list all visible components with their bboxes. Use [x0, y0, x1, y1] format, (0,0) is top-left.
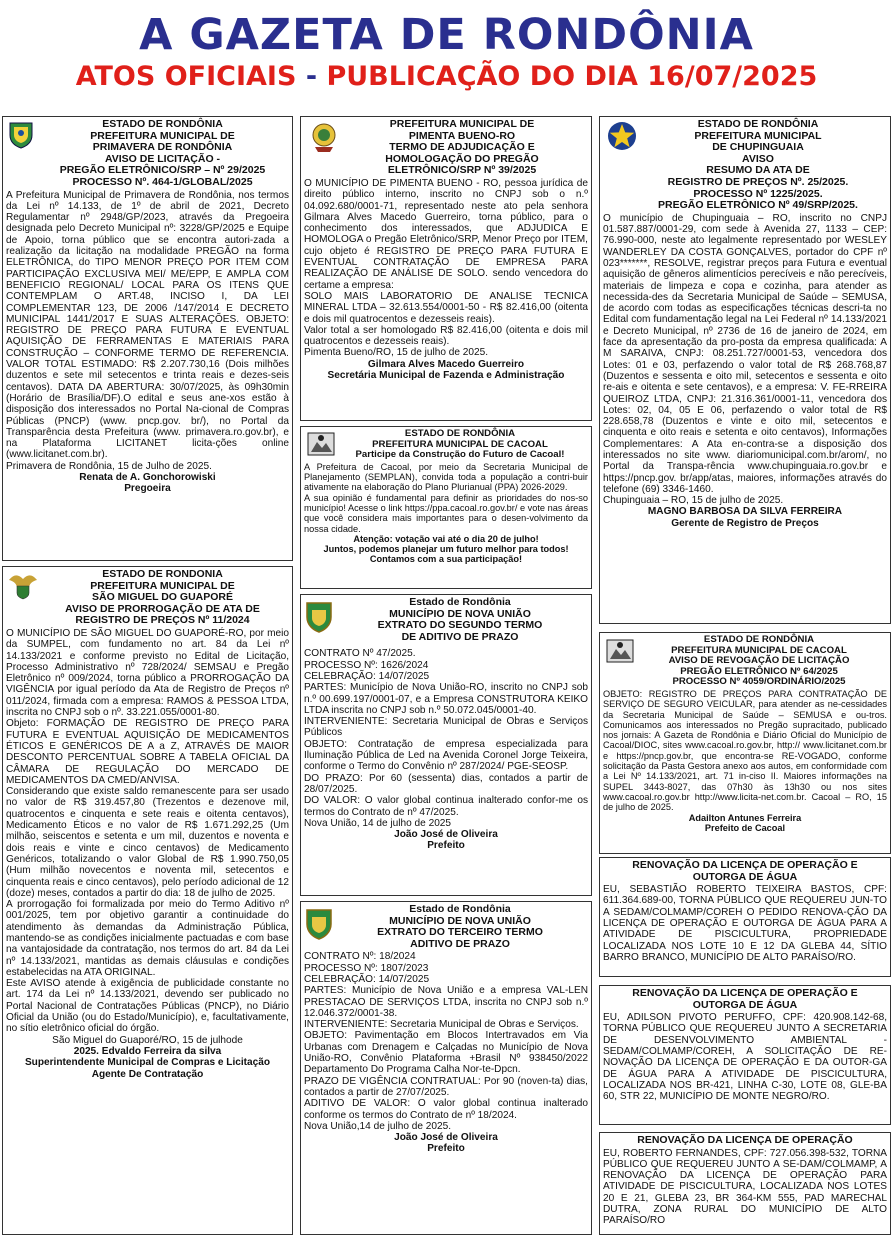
- signer-role: Gerente de Registro de Preços: [671, 517, 819, 529]
- signer-role: Prefeito de Cacoal: [704, 822, 786, 833]
- notice-primavera: [2, 116, 293, 561]
- notice-paragraph: INTERVENIENTE: Secretaria Municipal de Obras e Serviços Públicos: [304, 716, 588, 739]
- notice-pimenta-bueno: [300, 116, 592, 421]
- nova-uniao-crest-icon: [304, 907, 334, 941]
- notice-header: RENOVAÇÃO DA LICENÇA DE OPERAÇÃO: [637, 1134, 853, 1146]
- signer-name: Renata de A. Gonchorowiski: [79, 471, 216, 483]
- cacoal-crest-icon: [604, 637, 636, 665]
- chupinguaia-star-crest-icon: [606, 120, 638, 152]
- notice-highlight: Juntos, podemos planejar um futuro melhor para todos!: [323, 544, 569, 555]
- column-left: [2, 116, 293, 1235]
- celebration-date: CELEBRAÇÃO: 14/07/2025: [304, 670, 430, 682]
- pimenta-bueno-crest-icon: [307, 120, 341, 154]
- notice-paragraph: OBJETO: Contratação de empresa especializada para Iluminação Pública de Led na Avenida Coronel Jorge Teixeira, conforme o Termo do Convênio nº 287/2024/ PGE-SEOSP.: [304, 738, 588, 773]
- notice-header: ESTADO DE RONDÔNIA PREFEITURA MUNICIPAL DE CACOAL Participe da Construção do Futuro de Cacoal!: [355, 428, 565, 461]
- notice-paragraph: PRAZO DE VIGÊNCIA CONTRATUAL: Por 90 (noven-ta) dias, contados a partir de 27/07/2025.: [304, 1075, 588, 1098]
- notice-header: ESTADO DE RONDÔNIA PREFEITURA MUNICIPAL DE CHUPINGUAIA AVISO RESUMO DA ATA DE REGISTRO DE PREÇOS Nº. 25/2025. PROCESSO Nº 1225/2025. PREGÃO ELETRÔNICO Nº 49/SRP/2025.: [658, 118, 858, 212]
- notice-cacoal-ppa: [300, 426, 592, 589]
- notice-header: ESTADO DE RONDÔNIA PREFEITURA MUNICIPAL DE CACOAL AVISO DE REVOGAÇÃO DE LICITAÇÃO PREGÃO ELETRÔNICO Nº 64/2025 PROCESSO Nº 4059/ORDINÁRIO/2025: [668, 634, 850, 688]
- signer-name: Gilmara Alves Macedo Guerreiro: [367, 358, 525, 370]
- notice-place-date: Nova União, 14 de julho de 2025: [304, 817, 452, 829]
- notice-nova-uniao-terceiro: [300, 901, 592, 1235]
- process-number: PROCESSO Nº: 1807/2023: [304, 962, 429, 974]
- signer-name: Adailton Antunes Ferreira: [688, 812, 802, 823]
- notice-paragraph: Objeto: FORMAÇÃO DE REGISTRO DE PREÇO PARA FUTURA E EVENTUAL AQUISIÇÃO DE MEDICAMENTOS ÉTICOS E GENÉRICOS DE A a Z, ATRAVÉS DE MAIOR DESCONTO PERCENTUAL SOBRE A TABELA OFICIAL DA CÂMARA DE REGULAÇÃO DO MERCADO DE MEDICAMENTOS DA CMED/ANVISA.: [6, 718, 289, 786]
- notice-chupinguaia: [599, 116, 891, 624]
- notice-body: A Prefeitura Municipal de Primavera de Rondônia, nos termos da Lei nº 14.133, de 1º de abril de 2021, Decreto Regulamentar nº 2948/GP/2023, através da Pregoeira designada pelo Decreto Municipal nº: 3228/GP/2025 e Equipe de Apoio, torna público que se encontra autori-zada a realização da licitação na modalidade PREGÃO na forma ELETRÔNICA, do TIPO MENOR PREÇO POR ITEM COM PARTICIPAÇÃO EXCLUSIVA MEI/ ME/EPP, E AMPLA COM BENEFICIO REGIONAL/ LOCAL PARA OS ITENS QUE CONTEMPLAM O ART.48, INCISO I, DA LEI COMPLEMENTAR 123, DE 2006 /147/2014 E DECRETO MUNICIPAL 1441/2017 E SUAS ALTERAÇÕES. OBJETO: REGISTRO DE PREÇO PARA FUTURA E EVENTUAL AQUISIÇÃO DE FERRAMENTAS E MATERIAIS PARA CONSTRUÇÃO – CONFORME TERMO DE REFERENCIA. VALOR TOTAL ESTIMADO: R$ 2.207.730,16 (Dois milhões duzentos e sete mil setecentos e trinta reais e dezes-seis centavos). DATA DA ABERTURA: 30/07/2025, às 09h30min (Horário de Brasília/DF).O edital e seus ane-xos estão à disposição dos interessados no Portal Na-cional de Compras Públicas (PNCP) (www. pncp.gov. br/), no Portal da Transparência desta Prefeitura (www. primavera.ro.gov.br), e na Plataforma LICITANET licita-ções online (www.licitanet.com.br).: [6, 189, 289, 461]
- notice-body: EU, ADILSON PIVOTO PERUFFO, CPF: 420.908.142-68, TORNA PÚBLICO QUE REQUEREU JUNTO A SECRETARIA DE DESENVOLVIMENTO AMBIENTAL - SEDAM/COLMAMP/COREH, A SOLICITAÇÃO DE RE-NOVAÇÃO DA LICENÇA DE OPERAÇÃO E DA OUTOR-GA DE ÁGUA PARA A ATIVIDADE DE PISCICULTURA, LOCALIZADA NOS BR-421, LINHA C-30, LOTE 08, GLE-BA 60, STR 22, MUNICÍPIO DE MONTE NEGRO/RO.: [603, 1012, 887, 1103]
- signer-role: Prefeito: [427, 840, 465, 852]
- notice-paragraph: Este AVISO atende à exigência de publicidade constante no art. 174 da Lei nº 14.133/2021, devendo ser publicado no Portal Nacional de Contratações Públicas (PNCP), no Diário Oficial da União (ou do Estado/Município), e, facultativamente, no sítio eletrônico oficial do órgão.: [6, 978, 289, 1035]
- contract-number: CONTRATO Nº: 18/2024: [304, 951, 416, 963]
- sao-miguel-crest-icon: [6, 570, 40, 600]
- notice-place-date: Nova União,14 de julho de 2025.: [304, 1120, 452, 1132]
- notice-place-date: Pimenta Bueno/RO, 15 de julho de 2025.: [304, 347, 489, 359]
- celebration-date: CELEBRAÇÃO: 14/07/2025: [304, 973, 430, 985]
- notice-paragraph: INTERVENIENTE: Secretaria Municipal de Obras e Serviços.: [304, 1019, 579, 1031]
- notice-body: OBJETO: REGISTRO DE PREÇOS PARA CONTRATAÇÃO DE SERVIÇO DE SEGURO VEICULAR, para atender as ne-cessidades da Secretaria Municipal de Saúde – SEMUSA e ou-tros. Comunicamos aos interessados no Pregão supracitado, publicado nos jornais: A Gazeta de Rondônia e Diário Oficial do Município de Cacoal/DIOC, sites www.cacoal.ro.gov.br, http:// www.licitanet.com.br e https://pncp.gov.br, que encontra-se RE-VOGADO, conforme solicitação da Pasta Gestora anexo aos autos, em conformidade com a Lei Nº 14.133/2021, art. 71 in-ciso II. Maiores informações na SUPEL 3443-8027, das 07h30 às 13h30 ou nos sites www.cacoal.ro.gov.br http://www.licita-net.com.br. Cacoal – RO, 15 de julho de 2025.: [603, 688, 887, 813]
- signer-name: MAGNO BARBOSA DA SILVA FERREIRA: [647, 506, 843, 518]
- signer-role: Prefeito: [427, 1143, 465, 1155]
- notice-header: RENOVAÇÃO DA LICENÇA DE OPERAÇÃO E OUTORGA DE ÁGUA: [632, 859, 858, 883]
- column-right: [599, 116, 891, 1235]
- notice-paragraph: Considerando que existe saldo remanescente para ser usado no valor de R$ 319.457,80 (Trezentos e dezenove mil, quatrocentos e cinquenta e sete reais e oitenta centavos), Medicamento Éticos e no valor de R$ 1.671.292,25 (Um milhão, seiscentos e setenta e um mil, duzentos e noventa e dois reais e vinte e cinco centavos) de Medicamento Genéricos, totalizando o valor Global de R$ 1.990.750,05 (Hum milhão novecentos e noventa mil, setecentos e cinquenta reais e cinco centavos), pelo período adicional de 12 (doze) meses, contados a partir do dia: 18 de julho de 2025.: [6, 786, 289, 899]
- notice-renovacao-3: [599, 1132, 891, 1235]
- notice-paragraph: SOLO MAIS LABORATORIO DE ANALISE TECNICA MINERAL LTDA – 32.613.554/0001-50 - R$ 82.416,00 (oitenta e dois mil quatrocentos e dezesseis reais).: [304, 290, 588, 325]
- signer-name: 2025. Edvaldo Ferreira da silva: [73, 1045, 222, 1057]
- process-number: PROCESSO Nº: 1626/2024: [304, 659, 429, 671]
- signer-role: Pregoeira: [124, 483, 171, 495]
- signer-role: Secretária Municipal de Fazenda e Administração: [327, 370, 565, 382]
- notice-paragraph: Valor total a ser homologado R$ 82.416,00 (oitenta e dois mil quatrocentos e dezesseis reais).: [304, 324, 588, 348]
- signer-name: João José de Oliveira: [394, 1132, 498, 1144]
- notice-header: RENOVAÇÃO DA LICENÇA DE OPERAÇÃO E OUTORGA DE ÁGUA: [632, 987, 858, 1011]
- nova-uniao-crest-icon: [304, 600, 334, 634]
- notice-highlight: Atenção: votação vai até o dia 20 de julho!: [353, 533, 539, 544]
- signer-role: Superintendente Municipal de Compras e Licitação: [24, 1057, 271, 1069]
- notice-paragraph: O MUNICÍPIO DE SÃO MIGUEL DO GUAPORÉ-RO, por meio da SUMPEL, com fundamento no art. 84 da Lei nº 14.133/2021 e conforme previsto no Edital de Licitação, Processo Administrativo nº 728/2024/ SEMSAU e Pregão Eletrônico nº 009/2024, torna público a PRORROGAÇÃO DA VIGÊNCIA por igual período da Ata de Registro de Preços nº 011/2024, firmada com a empresa: RAMOS & PESSOA LTDA, inscrita no CNPJ sob o nº. 33.221.055/0001-80.: [6, 627, 289, 719]
- masthead: [0, 0, 893, 112]
- notice-header: Estado de Rondônia MUNICÍPIO DE NOVA UNIÃO EXTRATO DO TERCEIRO TERMO ADITIVO DE PRAZO: [377, 903, 543, 950]
- notice-paragraph: OBJETO: Pavimentação em Blocos Intertravados em Via Urbanas com Drenagem e Calçadas no Município de Nova União-RO, Convênio Plataforma +Brasil Nº 938450/2022 Departamento Do Programa Calha Nor-te-Dpcn.: [304, 1030, 588, 1076]
- notice-place-date: Chupinguaia – RO, 15 de julho de 2025.: [603, 495, 784, 507]
- notice-paragraph: DO PRAZO: Por 60 (sessenta) dias, contados a partir de 28/07/2025.: [304, 772, 588, 795]
- notice-paragraph: O MUNICÍPIO DE PIMENTA BUENO - RO, pessoa jurídica de direito público interno, inscrito no CNPJ sob o n.º 04.092.680/0001-71, representado neste ato pela senhora Gilmara Alves Macedo Guerreiro, torna público, para o conhecimento dos interessados, que ADJUDICA E HOMOLOGA o Pregão Eletrônico/SRP, Menor Preço por ITEM, cujo objeto é REGISTRO DE PREÇO PARA FUTURA E EVENTUAL CONTRATAÇÃO DE EMPRESA PARA REALIZAÇÃO DE ANÁLISE DE SOLO. sendo vencedora do certame a empresa:: [304, 177, 588, 291]
- notice-header: ESTADO DE RONDÔNIA PREFEITURA MUNICIPAL DE PRIMAVERA DE RONDÔNIA AVISO DE LICITAÇÃO - PREGÃO ELETRÔNICO/SRP – Nº 29/2025 PROCESSO Nº. 464-1/GLOBAL/2025: [59, 118, 266, 188]
- notice-paragraph: DO VALOR: O valor global continua inalterado confor-me os termos do Contrato de nº 47/2025.: [304, 795, 588, 818]
- notice-body: EU, ROBERTO FERNANDES, CPF: 727.056.398-532, TORNA PÚBLICO QUE REQUEREU JUNTO A SE-DAM/COLMAMP, A RENOVAÇÃO DA LICENÇA DE OPERAÇÃO PARA ATIVIDADE DE PISCICULTURA, LOCALIZADA NOS LOTES 20 E 21, GLEBA 23, BR 364-KM 555, PAD MARECHAL DUTRA, ZONA RURAL DO MUNICÍPIO DE ALTO PARAÍSO/RO: [603, 1147, 887, 1227]
- edition-subtitle: ATOS OFICIAIS - PUBLICAÇÃO DO DIA 16/07/2025: [75, 61, 818, 92]
- notice-highlight: Contamos com a sua participação!: [369, 554, 523, 565]
- signer-name: João José de Oliveira: [394, 829, 498, 841]
- notice-header: PREFEITURA MUNICIPAL DE PIMENTA BUENO-RO TERMO DE ADJUDICAÇÃO E HOMOLOGAÇÃO DO PREGÃO ELETRÔNICO/SRP Nº 39/2025: [385, 118, 539, 177]
- notice-body: O município de Chupinguaia – RO, inscrito no CNPJ 01.587.887/0001-29, com sede à Avenida 27, 1133 – CEP: 76.990-000, neste ato legalmente representado por WESLEY WANDERLEY DA COSTA GONÇALVES, portador do CPF nº 023*******, RESOLVE, registrar preços para Futura e eventual aquisição de gêneros alimentícios perecíveis e não perecíveis, materiais de limpeza e copa e cozinha, para atender as necessida-des da Secretaria Municipal de Saúde – SEMUSA, de acordo com todas as especificações técnicas descri-ta no Edital com fundamentação legal na Lei Federal nº 14.133/2021 e Decreto Municipal, nº 2736 de 16 de janeiro de 2024, em face da apresentação da pro-posta da empresa qualificada: A M SARAIVA, CNPJ: 08.251.727/0001-53, vencedora dos Lotes: 01 e 03, perfazendo o valor total de R$ 268.768,87 (Duzentos e sessenta e oito mil, setecentos e sessenta e oito re-ais e oitenta e sete centavos), e a empresa: V. FE-RREIRA QUEIROZ LTDA, CNPJ: 21.316.361/0001-11, vencedora dos Lotes: 02, 04, 05 E 06, perfazendo o valor total de R$ 228.658,78 (Duzentos e vinte e oito mil, setecentos e cinquenta e oito reais e setenta e oito centavos), Informações Complementares: A Ata en-contra-se a disposição dos interessados no site www. diariomunicipal.com.br/arom/, no Portal da Transpa-rência www.chupinguaia.ro.gov.br e https://pncp.gov. br/app/atas, maiores, informações através do telefone (69) 3346-1460.: [603, 212, 887, 495]
- notice-paragraph: ADITIVO DE VALOR: O valor global continua inalterado conforme os termos do Contrato de nº 18/2024.: [304, 1098, 588, 1121]
- notice-nova-uniao-segundo: [300, 594, 592, 896]
- primavera-crest-icon: [6, 120, 36, 150]
- notice-paragraph: PARTES: Município de Nova União-RO, inscrito no CNPJ sob n.º 00.699.197/0001-07, e a Empresa CONSTRUTORA KEIKO LTDA inscrita no CNPJ sob n.º 50.072.045/0001-40.: [304, 682, 588, 716]
- contract-number: CONTRATO Nº 47/2025.: [304, 648, 416, 660]
- column-middle: [300, 116, 592, 1235]
- notice-paragraph: A sua opinião é fundamental para definir as prioridades do nos-so município! Acesse o link https://ppa.cacoal.ro.gov.br/ e vote nas áreas que você considera mais importantes para o desen-volvimento da nossa cidade.: [304, 492, 588, 534]
- notice-renovacao-2: [599, 985, 891, 1125]
- notice-header: ESTADO DE RONDONIA PREFEITURA MUNICIPAL DE SÃO MIGUEL DO GUAPORÉ AVISO DE PRORROGAÇÃO DE ATA DE REGISTRO DE PREÇOS Nº 11/2024: [65, 568, 260, 627]
- notice-place-date: São Miguel do Guaporé/RO, 15 de julhode: [52, 1034, 243, 1046]
- notice-renovacao-1: [599, 857, 891, 977]
- notice-paragraph: A prorrogação foi formalizada por meio do Termo Aditivo nº 001/2025, tem por objetivo garantir a continuidade do atendimento às demandas da Administração Pública, mantendo-se as condições inicialmente pactuadas e com base na vantajosidade da contratação, nos termos do art. 84 da Lei nº 14.133/2021, mantidas as demais cláusulas e condições estabelecidas na ATA ORIGINAL.: [6, 899, 289, 978]
- notice-place-date: Primavera de Rondônia, 15 de Julho de 2025.: [6, 460, 212, 472]
- newspaper-title: A GAZETA DE RONDÔNIA: [139, 10, 754, 60]
- cacoal-crest-icon: [305, 430, 337, 458]
- notice-cacoal-revogacao: [599, 632, 891, 854]
- notice-body: EU, SEBASTIÃO ROBERTO TEIXEIRA BASTOS, CPF: 611.364.689-00, TORNA PÚBLICO QUE REQUEREU JUN-TO A SEDAM/COLMAMP/COREH O PEDIDO RENOVA-ÇÃO DA LICENÇA DE OPERAÇÃO E OUTORGA DE ÁGUA PARA A ATIVIDADE DE PISCICULTURA, PROPRIEDADE LOCALIZADA NOS LOTE 10 E 12 DA GLEBA 44, SÍTIO BARRO BRANCO, MUNICÍPIO DE ALTO PARAÍSO/RO.: [603, 884, 887, 963]
- notice-header: Estado de Rondônia MUNICÍPIO DE NOVA UNIÃO EXTRATO DO SEGUNDO TERMO DE ADITIVO DE PRAZO: [377, 596, 543, 643]
- notice-sao-miguel: [2, 566, 293, 1235]
- notice-paragraph: A Prefeitura de Cacoal, por meio da Secretaria Municipal de Planejamento (SEMPLAN), convida toda a população a contri-buir ativamente na elaboração do Plano Plurianual (PPA) 2026-2029.: [304, 461, 588, 493]
- signer-role: Agente De Contratação: [91, 1068, 204, 1080]
- notice-paragraph: PARTES: Município de Nova União e a empresa VAL-LEN PRESTACAO DE SERVIÇOS LTDA, inscrita no CNPJ sob n.º 12.046.372/0001-38.: [304, 985, 588, 1019]
